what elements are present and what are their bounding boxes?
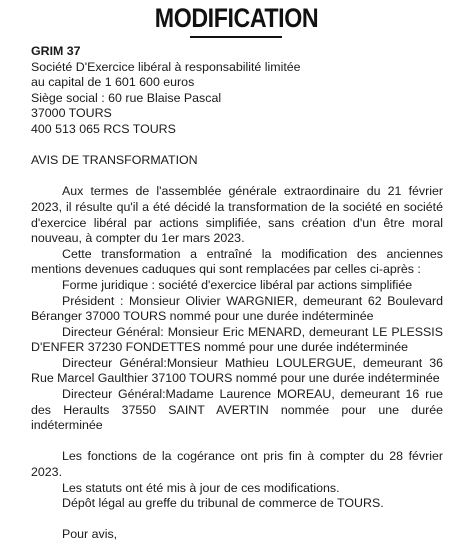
notice-heading: AVIS DE TRANSFORMATION <box>31 153 198 168</box>
paragraph-legal-form: Forme juridique : société d'exercice libéral par actions simplifiée <box>62 277 413 292</box>
paragraph-director-menard: Directeur Général: Monsieur Eric MENARD, demeurant LE PLESSIS D'ENFER 37230 FONDETTES nommé pour une durée indéterminée <box>31 324 443 355</box>
paragraph-decision: Aux termes de l'assemblée générale extraordinaire du 21 février 2023, il résulte qu'il a été décidé la transformation de la société en société d'exercice libéral par actions simplifiée, sans création d'un être moral nouveau, à compter du 1er mars 2023. <box>31 184 443 246</box>
paragraph-director-loulergue: Directeur Général:Monsieur Mathieu LOULERGUE, demeurant 36 Rue Marcel Gaulthier 37100 TOURS nommé pour une durée indéterminée <box>31 355 443 386</box>
title-underline <box>190 36 282 38</box>
paragraph-president: Président : Monsieur Olivier WARGNIER, demeurant 62 Boulevard Béranger 37000 TOURS nommé pour une durée indéterminée <box>31 293 443 324</box>
notice-title: MODIFICATION <box>154 3 319 33</box>
paragraph-statuts: Les statuts ont été mis à jour de ces modifications. <box>62 480 340 495</box>
paragraph-director-moreau: Directeur Général:Madame Laurence MOREAU, demeurant 16 rue des Heraults 37550 SAINT AVERTIN nommée pour une durée indéterminée <box>31 387 443 433</box>
company-city: 37000 TOURS <box>31 106 112 121</box>
company-address: Siège social : 60 rue Blaise Pascal <box>31 90 222 105</box>
spacer <box>31 512 443 528</box>
spacer <box>31 169 443 185</box>
company-form: Société D'Exercice libéral à responsabilité limitée <box>31 59 301 74</box>
paragraph-cogerance: Les fonctions de la cogérance ont pris fin à compter du 28 février 2023. <box>31 449 443 480</box>
company-capital: au capital de 1 601 600 euros <box>31 75 195 90</box>
notice-body <box>31 44 443 543</box>
company-rcs: 400 513 065 RCS TOURS <box>31 121 176 136</box>
paragraph-depot: Dépôt légal au greffe du tribunal de commerce de TOURS. <box>62 496 384 511</box>
spacer <box>31 138 443 154</box>
spacer <box>31 434 443 450</box>
closing: Pour avis, <box>62 527 118 542</box>
paragraph-transformation: Cette transformation a entraîné la modification des anciennes mentions devenues caduques qui sont remplacées par celles ci-après : <box>31 246 443 277</box>
company-ref: GRIM 37 <box>31 44 81 58</box>
